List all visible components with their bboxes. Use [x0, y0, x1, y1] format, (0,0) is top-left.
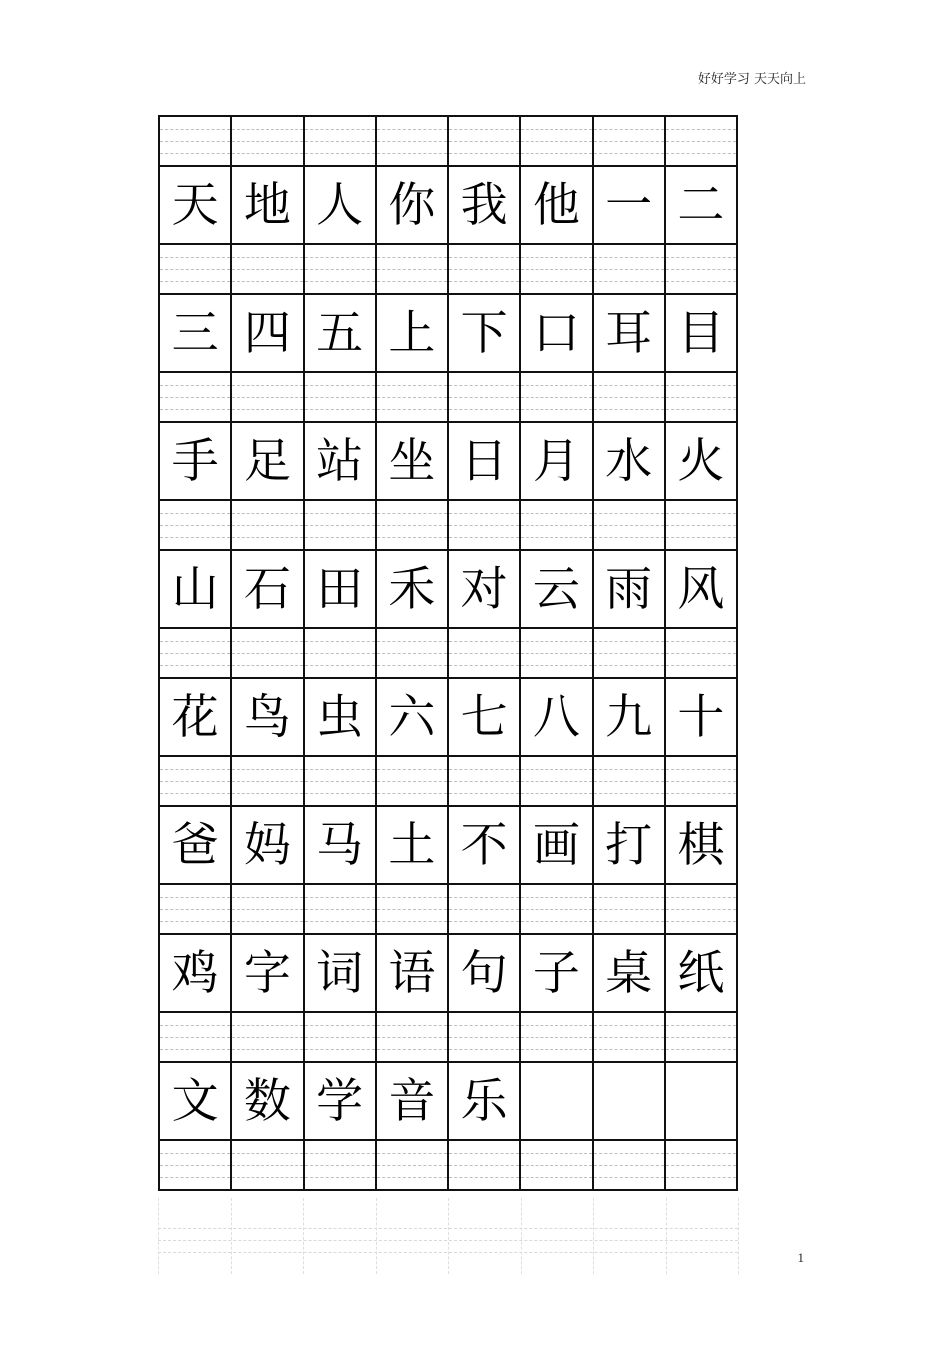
character-cell: [594, 1063, 666, 1141]
character-row: [160, 679, 738, 757]
pinyin-cell: [449, 757, 521, 807]
pinyin-row: [160, 1141, 738, 1191]
pinyin-cell: [377, 245, 449, 295]
pinyin-cell: [521, 245, 593, 295]
character-cell: 下: [449, 295, 521, 373]
character-cell: 站: [305, 423, 377, 501]
character-row: [160, 1063, 738, 1141]
pinyin-cell: [594, 1013, 666, 1063]
pinyin-cell: [160, 501, 232, 551]
pinyin-cell: [377, 373, 449, 423]
character-cell: 语: [377, 935, 449, 1013]
character-cell: 六: [377, 679, 449, 757]
character-cell: 月: [521, 423, 593, 501]
pinyin-row: [160, 1013, 738, 1063]
pinyin-cell: [160, 629, 232, 679]
pinyin-cell: [160, 245, 232, 295]
pinyin-cell: [521, 117, 593, 167]
pinyin-cell: [232, 245, 304, 295]
character-row: [160, 423, 738, 501]
pinyin-cell: [160, 373, 232, 423]
pinyin-row: [160, 245, 738, 295]
pinyin-cell: [521, 1013, 593, 1063]
pinyin-cell: [377, 501, 449, 551]
pinyin-cell: [666, 885, 738, 935]
pinyin-cell: [232, 117, 304, 167]
pinyin-cell: [521, 885, 593, 935]
pinyin-cell: [305, 245, 377, 295]
pinyin-row: [160, 629, 738, 679]
pinyin-cell: [377, 885, 449, 935]
pinyin-cell: [449, 1141, 521, 1191]
character-cell: 十: [666, 679, 738, 757]
pinyin-cell: [305, 1141, 377, 1191]
character-cell: 三: [160, 295, 232, 373]
character-cell: 纸: [666, 935, 738, 1013]
pinyin-cell: [305, 885, 377, 935]
character-cell: 雨: [594, 551, 666, 629]
character-cell: 画: [521, 807, 593, 885]
character-cell: 五: [305, 295, 377, 373]
pinyin-cell: [377, 1141, 449, 1191]
pinyin-cell: [449, 885, 521, 935]
pinyin-cell: [521, 629, 593, 679]
pinyin-cell: [594, 629, 666, 679]
character-cell: 鸡: [160, 935, 232, 1013]
character-practice-grid: [158, 115, 738, 1191]
character-cell: 桌: [594, 935, 666, 1013]
character-cell: 目: [666, 295, 738, 373]
character-cell: 字: [232, 935, 304, 1013]
character-row: [160, 807, 738, 885]
character-cell: 句: [449, 935, 521, 1013]
pinyin-cell: [449, 629, 521, 679]
pinyin-cell: [232, 629, 304, 679]
character-cell: 云: [521, 551, 593, 629]
pinyin-cell: [594, 117, 666, 167]
pinyin-cell: [232, 885, 304, 935]
character-cell: 鸟: [232, 679, 304, 757]
character-cell: 对: [449, 551, 521, 629]
character-cell: 风: [666, 551, 738, 629]
character-cell: 口: [521, 295, 593, 373]
character-cell: 爸: [160, 807, 232, 885]
pinyin-cell: [449, 117, 521, 167]
character-cell: 上: [377, 295, 449, 373]
character-cell: 我: [449, 167, 521, 245]
pinyin-cell: [449, 501, 521, 551]
character-row: [160, 167, 738, 245]
character-cell: 地: [232, 167, 304, 245]
character-cell: 天: [160, 167, 232, 245]
pinyin-cell: [377, 629, 449, 679]
pinyin-cell: [232, 1141, 304, 1191]
pinyin-cell: [594, 885, 666, 935]
character-cell: 虫: [305, 679, 377, 757]
pinyin-cell: [594, 373, 666, 423]
character-cell: 足: [232, 423, 304, 501]
character-cell: 音: [377, 1063, 449, 1141]
character-cell: 七: [449, 679, 521, 757]
character-cell: 妈: [232, 807, 304, 885]
character-cell: 火: [666, 423, 738, 501]
pinyin-cell: [305, 1013, 377, 1063]
character-cell: 八: [521, 679, 593, 757]
character-cell: 日: [449, 423, 521, 501]
pinyin-cell: [232, 501, 304, 551]
pinyin-cell: [666, 501, 738, 551]
pinyin-cell: [232, 757, 304, 807]
pinyin-cell: [160, 1013, 232, 1063]
character-row: [160, 551, 738, 629]
pinyin-cell: [449, 245, 521, 295]
pinyin-cell: [594, 757, 666, 807]
character-cell: 四: [232, 295, 304, 373]
page-header: 好好学习 天天向上: [697, 72, 806, 87]
pinyin-cell: [305, 629, 377, 679]
pinyin-row: [160, 757, 738, 807]
pinyin-row: [160, 885, 738, 935]
pinyin-cell: [305, 501, 377, 551]
pinyin-cell: [521, 501, 593, 551]
character-cell: 棋: [666, 807, 738, 885]
pinyin-cell: [232, 373, 304, 423]
character-cell: 耳: [594, 295, 666, 373]
pinyin-cell: [305, 373, 377, 423]
pinyin-cell: [377, 757, 449, 807]
page-number: 1: [797, 1250, 804, 1265]
pinyin-row: [160, 373, 738, 423]
pinyin-cell: [377, 117, 449, 167]
pinyin-cell: [666, 373, 738, 423]
pinyin-cell: [377, 1013, 449, 1063]
pinyin-cell: [449, 373, 521, 423]
character-row: [160, 935, 738, 1013]
character-cell: 马: [305, 807, 377, 885]
pinyin-row: [160, 117, 738, 167]
character-cell: 石: [232, 551, 304, 629]
pinyin-cell: [594, 501, 666, 551]
pinyin-row: [160, 501, 738, 551]
pinyin-cell: [160, 757, 232, 807]
character-cell: 田: [305, 551, 377, 629]
character-cell: 不: [449, 807, 521, 885]
pinyin-cell: [305, 117, 377, 167]
pinyin-cell: [521, 373, 593, 423]
character-cell: 一: [594, 167, 666, 245]
character-cell: 二: [666, 167, 738, 245]
pinyin-cell: [666, 245, 738, 295]
character-cell: 土: [377, 807, 449, 885]
pinyin-cell: [594, 1141, 666, 1191]
character-cell: 手: [160, 423, 232, 501]
character-cell: [521, 1063, 593, 1141]
pinyin-cell: [305, 757, 377, 807]
character-cell: 乐: [449, 1063, 521, 1141]
pinyin-cell: [666, 1141, 738, 1191]
character-cell: 词: [305, 935, 377, 1013]
character-cell: 禾: [377, 551, 449, 629]
character-cell: 他: [521, 167, 593, 245]
character-cell: 文: [160, 1063, 232, 1141]
character-cell: 打: [594, 807, 666, 885]
character-cell: 九: [594, 679, 666, 757]
pinyin-cell: [160, 885, 232, 935]
pinyin-cell: [449, 1013, 521, 1063]
pinyin-cell: [666, 757, 738, 807]
pinyin-cell: [521, 1141, 593, 1191]
pinyin-cell: [160, 117, 232, 167]
pinyin-cell: [666, 1013, 738, 1063]
pinyin-cell: [232, 1013, 304, 1063]
character-cell: 坐: [377, 423, 449, 501]
pinyin-cell: [160, 1141, 232, 1191]
pinyin-cell: [666, 629, 738, 679]
character-cell: 人: [305, 167, 377, 245]
character-cell: 山: [160, 551, 232, 629]
faint-guide-lines: [158, 1198, 738, 1274]
character-cell: 你: [377, 167, 449, 245]
character-row: [160, 295, 738, 373]
pinyin-cell: [521, 757, 593, 807]
character-cell: 子: [521, 935, 593, 1013]
character-cell: [666, 1063, 738, 1141]
character-cell: 学: [305, 1063, 377, 1141]
pinyin-cell: [594, 245, 666, 295]
character-cell: 花: [160, 679, 232, 757]
character-cell: 数: [232, 1063, 304, 1141]
pinyin-cell: [666, 117, 738, 167]
character-cell: 水: [594, 423, 666, 501]
